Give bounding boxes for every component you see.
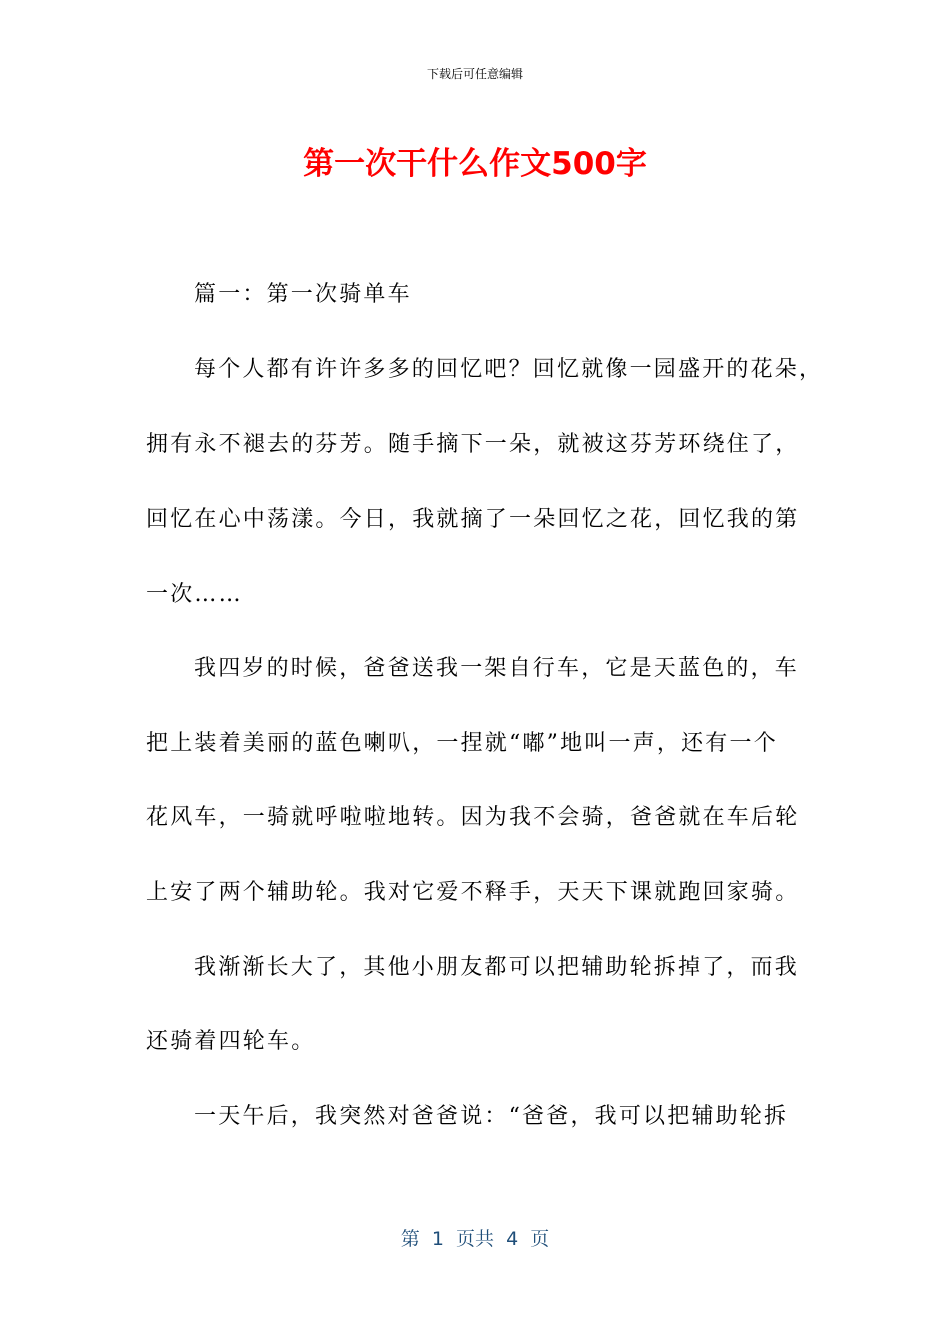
paragraph-line: 把上装着美丽的蓝色喇叭，一捏就“嘟”地叫一声，还有一个 bbox=[146, 731, 778, 756]
paragraph-line: 上安了两个辅助轮。我对它爱不释手，天天下课就跑回家骑。 bbox=[146, 880, 800, 905]
section-heading: 篇一：第一次骑单车 bbox=[194, 282, 412, 307]
page-number-footer: 第 1 页共 4 页 bbox=[400, 1228, 550, 1250]
paragraph-line: 一次…… bbox=[146, 582, 243, 607]
paragraph-line: 回忆在心中荡漾。今日，我就摘了一朵回忆之花，回忆我的第 bbox=[146, 507, 800, 532]
paragraph-line: 我渐渐长大了，其他小朋友都可以把辅助轮拆掉了，而我 bbox=[194, 955, 800, 980]
paragraph-line: 还骑着四轮车。 bbox=[146, 1029, 316, 1054]
header-note: 下载后可任意编辑 bbox=[426, 67, 523, 81]
paragraph-line: 我四岁的时候，爸爸送我一架自行车，它是天蓝色的，车 bbox=[194, 656, 800, 681]
paragraph-line: 一天午后，我突然对爸爸说：“爸爸，我可以把辅助轮拆 bbox=[194, 1104, 789, 1129]
paragraph-line: 拥有永不褪去的芬芳。随手摘下一朵，就被这芬芳环绕住了， bbox=[146, 432, 800, 457]
document-title: 第一次干什么作文500字 bbox=[303, 146, 647, 182]
paragraph-line: 每个人都有许许多多的回忆吧？回忆就像一园盛开的花朵， bbox=[194, 357, 824, 382]
paragraph-line: 花风车，一骑就呼啦啦地转。因为我不会骑，爸爸就在车后轮 bbox=[146, 805, 800, 830]
